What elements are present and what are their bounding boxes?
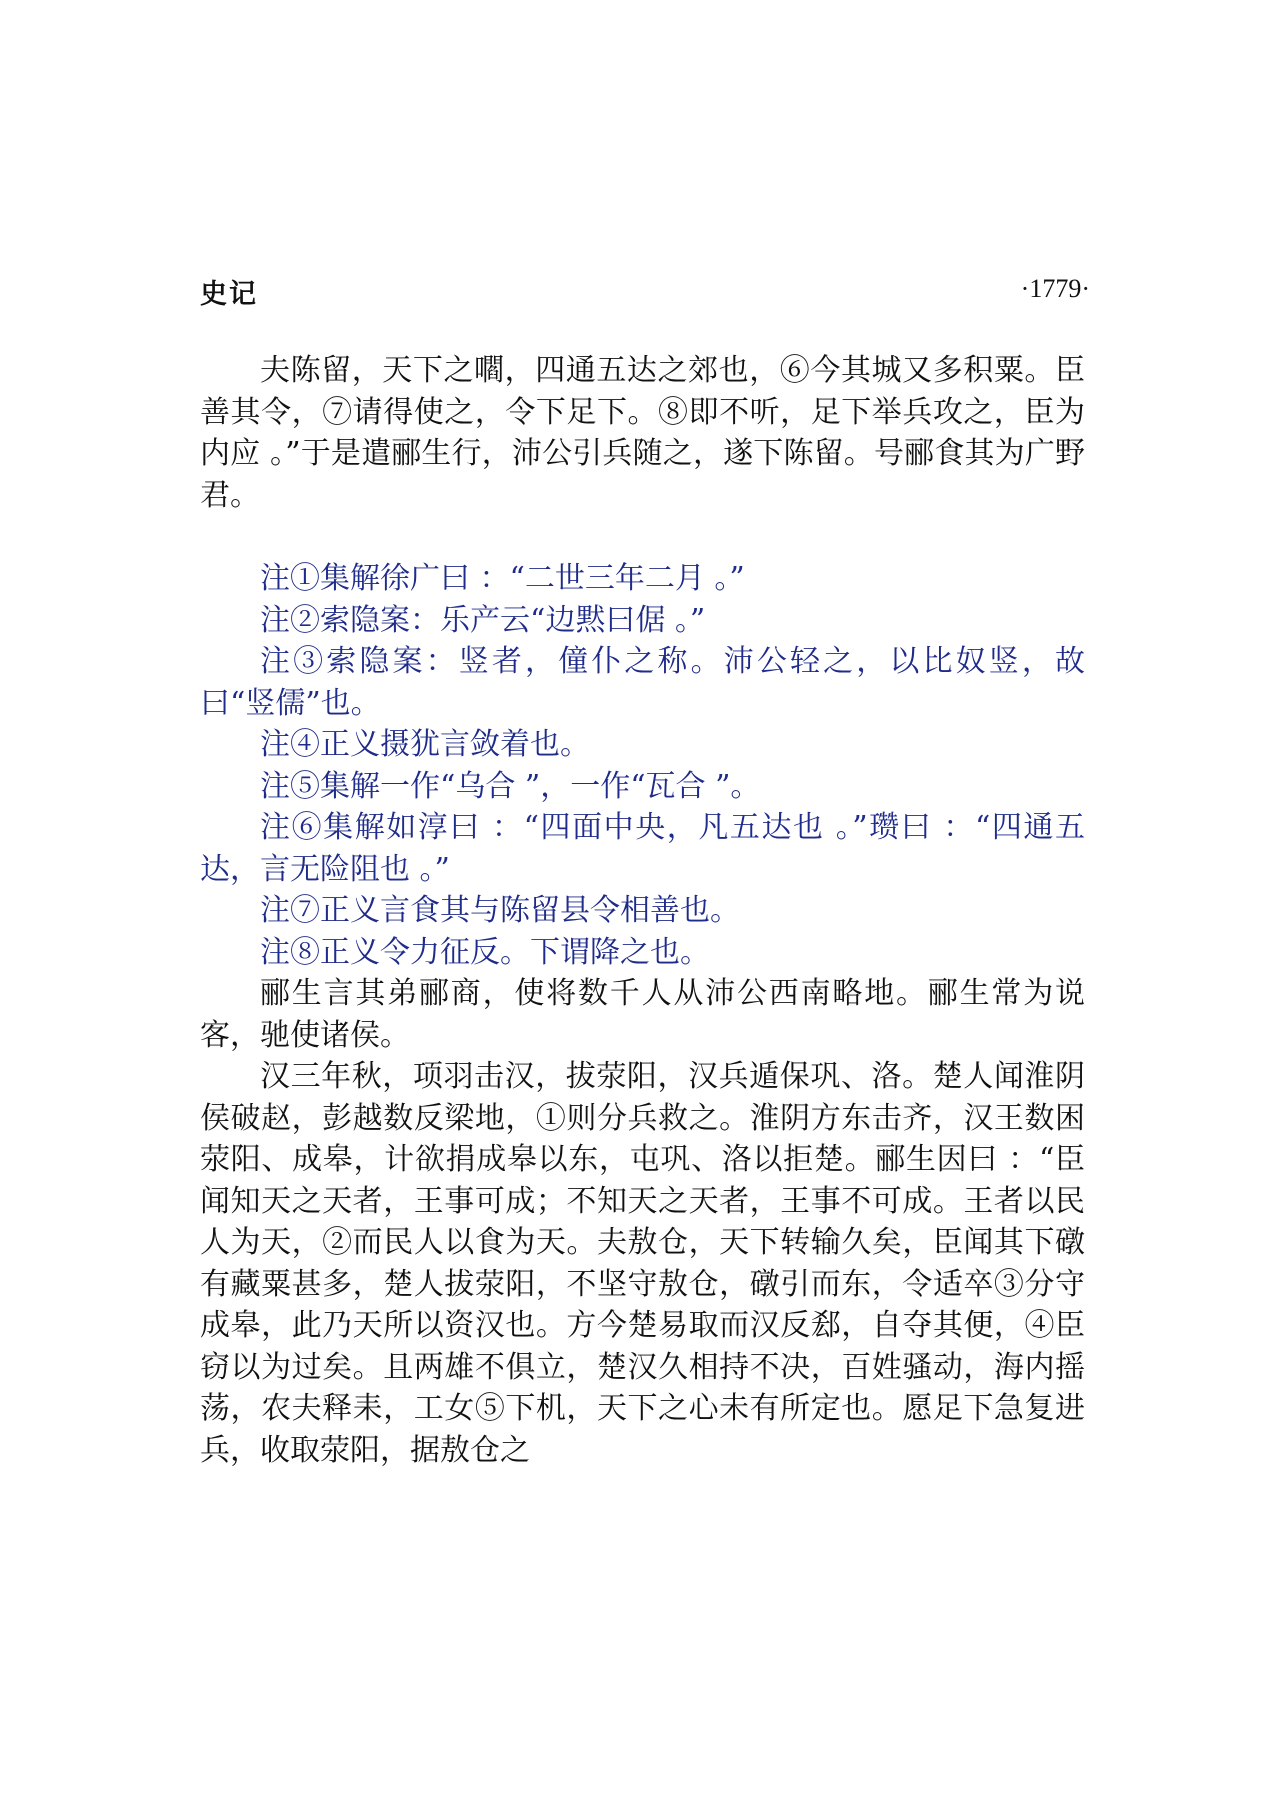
page-body	[200, 350, 1085, 1471]
annotation-note-1: 注①集解徐广曰 ：“二世三年二月 。”	[260, 561, 745, 596]
page-header	[200, 272, 1090, 312]
annotation-note-4: 注④正义摄犹言敛着也。	[260, 727, 590, 762]
book-title: 史记	[200, 279, 258, 310]
annotation-note-5: 注⑤集解一作“乌合 ”，一作“瓦合 ”。	[260, 768, 761, 804]
body-paragraph: 郦生言其弟郦商，使将数千人从沛公西南略地。郦生常为说客，驰使诸侯。	[200, 976, 1085, 1053]
section-gap	[200, 516, 1085, 558]
annotation-note-8: 注⑧正义令力征反。下谓降之也。	[260, 934, 710, 970]
body-paragraph: 夫陈留，天下之嚪，四通五达之郊也，⑥今其城又多积粟。臣善其令，⑦请得使之，令下足下。⑧即不听，足下举兵攻之，臣为内应 。”于是遣郦生行，沛公引兵随之，遂下陈留。号郦食其为广野君。	[200, 353, 1085, 513]
page-number: ·1779·	[1020, 274, 1090, 303]
annotation-note-3: 注③索隐案：竖者，僮仆之称。沛公轻之，以比奴竖，故曰“竖儒”也。	[200, 644, 1085, 721]
annotation-note-7: 注⑦正义言食其与陈留县令相善也。	[260, 893, 740, 928]
annotation-note-2: 注②索隐案：乐产云“边黙曰倨 。”	[260, 602, 706, 638]
annotation-note-6: 注⑥集解如淳曰 ：“四面中央，凡五达也 。”瓒曰 ：“四通五达，言无险阻也 。”	[200, 810, 1085, 887]
body-paragraph: 汉三年秋，项羽击汉，拔荥阳，汉兵遁保巩、洛。楚人闻淮阴侯破赵，彭越数反梁地，①则分兵救之。淮阴方东击齐，汉王数困荥阳、成皋，计欲捐成皋以东，屯巩、洛以拒楚。郦生因曰 ：“臣闻知天之天者，王事可成；不知天之天者，王事不可成。王者以民人为天，②而民人以食为天。夫敖仓，天下转输久矣，臣闻其下礅有藏粟甚多，楚人拔荥阳，不坚守敖仓，礅引而东，令适卒③分守成皋，此乃天所以资汉也。方今楚易取而汉反郄，自夺其便，④臣窃以为过矣。且两雄不俱立，楚汉久相持不决，百姓骚动，海内摇荡，农夫释耒，工女⑤下机，天下之心未有所定也。愿足下急复进兵，收取荥阳，据敖仓之	[200, 1059, 1085, 1468]
